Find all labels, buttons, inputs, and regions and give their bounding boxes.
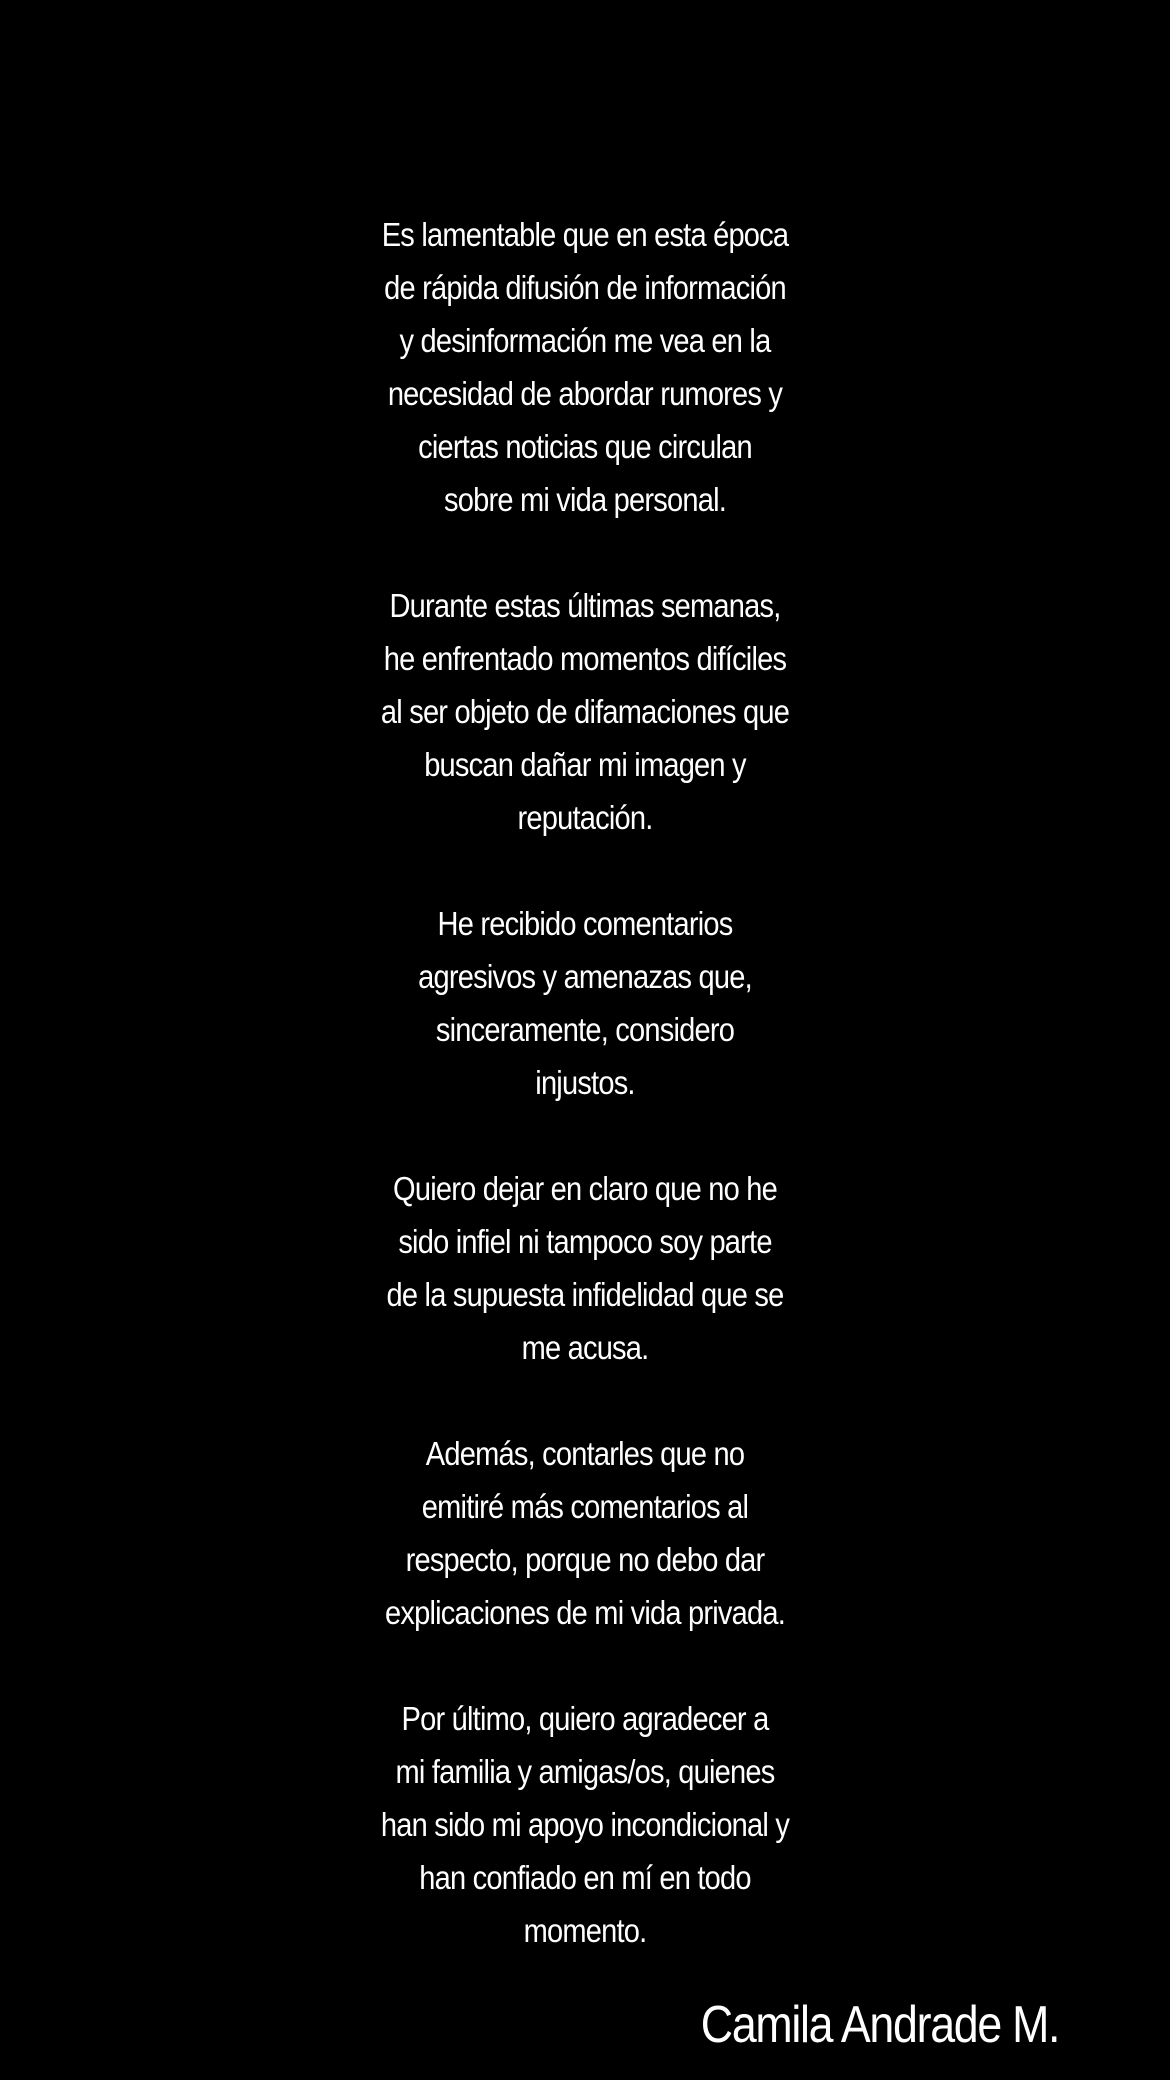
- statement-line: He recibido comentarios: [437, 905, 733, 942]
- statement-line: momento.: [523, 1912, 647, 1949]
- statement-line: ciertas noticias que circulan: [418, 428, 752, 465]
- statement-line: Quiero dejar en claro que no he: [393, 1170, 777, 1207]
- statement-line: agresivos y amenazas que,: [418, 958, 752, 995]
- statement-line: Además, contarles que no: [425, 1435, 745, 1472]
- statement-line: de la supuesta infidelidad que se: [386, 1276, 784, 1313]
- statement-line: injustos.: [535, 1064, 635, 1101]
- statement-line: Durante estas últimas semanas,: [389, 587, 781, 624]
- statement-line: buscan dañar mi imagen y: [424, 746, 746, 783]
- statement-line: reputación.: [517, 799, 653, 836]
- statement-line: Por último, quiero agradecer a: [401, 1700, 769, 1737]
- statement-paragraph-3: [335, 897, 835, 1109]
- statement-line: Es lamentable que en esta época: [381, 216, 789, 253]
- statement-line: necesidad de abordar rumores y: [387, 375, 783, 412]
- statement-paragraph-1: [335, 208, 835, 526]
- statement-body: [335, 208, 835, 2010]
- statement-line: sido infiel ni tampoco soy parte: [398, 1223, 772, 1260]
- statement-paragraph-5: [335, 1427, 835, 1639]
- statement-line: sobre mi vida personal.: [443, 481, 727, 518]
- statement-line: mi familia y amigas/os, quienes: [395, 1753, 775, 1790]
- statement-paragraph-6: [335, 1692, 835, 1957]
- statement-line: he enfrentado momentos difíciles: [383, 640, 787, 677]
- statement-line: al ser objeto de difamaciones que: [380, 693, 790, 730]
- statement-line: han confiado en mí en todo: [419, 1859, 751, 1896]
- statement-line: respecto, porque no debo dar: [405, 1541, 765, 1578]
- statement-line: explicaciones de mi vida privada.: [384, 1594, 786, 1631]
- statement-line: me acusa.: [521, 1329, 649, 1366]
- statement-paragraph-2: [335, 579, 835, 844]
- statement-line: y desinformación me vea en la: [399, 322, 771, 359]
- statement-paragraph-4: [335, 1162, 835, 1374]
- statement-line: emitiré más comentarios al: [421, 1488, 749, 1525]
- signature: Camila Andrade M.: [700, 1996, 1060, 2054]
- statement-line: sinceramente, considero: [435, 1011, 735, 1048]
- statement-line: de rápida difusión de información: [384, 269, 786, 306]
- statement-line: han sido mi apoyo incondicional y: [380, 1806, 790, 1843]
